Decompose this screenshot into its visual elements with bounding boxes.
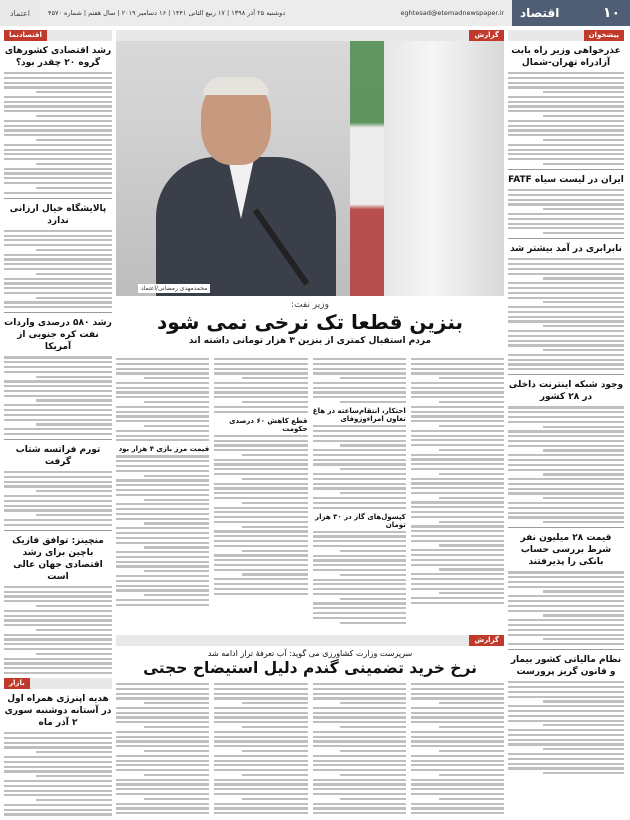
tag-bar (4, 678, 112, 689)
article-body (508, 406, 624, 523)
page-number: ۱۰ (602, 5, 620, 21)
article-headline[interactable]: منچینز: توافق فازیک باچین برای رشد اقتصادی جهان عالی است (12, 535, 104, 582)
article-body (4, 471, 112, 526)
article-headline[interactable]: تورم فراتسه شتاب گرفت (15, 445, 101, 468)
divider (508, 649, 624, 650)
dateline-strip (40, 0, 512, 26)
article-headline[interactable]: پالایشگاه خیال ارزانی ندارد (9, 203, 107, 226)
article-headline[interactable]: ایران در لیست سیاه FATF (508, 175, 624, 186)
section-tag: گزارش (469, 30, 504, 41)
article-headline[interactable]: نظام مالیاتی کشور بیمار و قانون گریز پرورست (510, 655, 622, 678)
text-column (214, 358, 307, 633)
text-column (313, 358, 406, 633)
photo-credit: محمدمهدی رمضانی/اعتماد (138, 284, 210, 293)
tag-bar (4, 30, 112, 41)
article-body (4, 356, 112, 435)
flag (350, 41, 384, 296)
tag-bar (508, 30, 624, 41)
article-body (508, 681, 624, 774)
center-column (116, 30, 504, 816)
tag-bar (116, 30, 504, 41)
second-story-body (116, 683, 504, 816)
speaker-figure (156, 77, 326, 296)
masthead (0, 0, 630, 26)
inline-subhead: قطع کاهش ۶۰ درصدی حکومت (229, 416, 308, 433)
inline-subhead: کپسول‌های گاز در ۳۰ هزار تومان (315, 512, 406, 529)
second-kicker: سرپرست وزارت کشاورزی می گوید: آب تعرفهٔ تراز ادامه شد (207, 649, 413, 658)
article-body (508, 189, 624, 234)
article-headline[interactable]: هدیه اپنرژی همراه اول در آستانه دوشنبه سوری ۲ آذر ماه (4, 694, 112, 729)
second-story (116, 635, 504, 816)
section-title: اقتصاد (520, 6, 560, 20)
lead-story-header (116, 300, 504, 346)
article-body (508, 258, 624, 370)
article-headline[interactable]: عذرخواهی وزیر راه بابت آزادراه تهران-شمال (511, 46, 621, 68)
dateline: دوشنبه ۲۵ آذر ۱۳۹۸ | ۱۷ ربیع الثانی ۱۴۴۱ | ۱۶ دسامبر ۲۰۱۹ | سال هفتم | شماره ۴۵۷۰ (48, 9, 286, 17)
divider (508, 527, 624, 528)
divider (508, 169, 624, 170)
curtain (384, 41, 504, 296)
article-body (4, 230, 112, 309)
inline-subhead: قیمت مرز بازی ۴ هزار بود (118, 445, 210, 454)
text-column (411, 358, 504, 633)
article-headline[interactable]: قیمت ۲۸ میلیون نفر شرط بررسی حساب بانکی را پذیرفتند (520, 533, 612, 568)
divider (4, 312, 112, 313)
text-column (116, 358, 209, 633)
right-column (508, 30, 624, 816)
article-headline[interactable]: رشد ۵۸۰ درصدی واردات نفت کره جنوبی از آمریکا (4, 318, 112, 353)
divider (4, 198, 112, 199)
article-headline[interactable]: نابرابری در آمد بیشتر شد (510, 244, 622, 255)
article-headline[interactable]: رشد اقتصادی کشورهای گروه ۲۰ چقدر بود؟ (4, 46, 112, 68)
minister-photo (116, 41, 504, 296)
section-tag: اقتصادنما (4, 30, 47, 41)
lead-subheadline: مردم استقبال کمتری از بنزین ۳ هزار تومانی داشته اند (188, 336, 432, 346)
article-body (4, 732, 112, 816)
lead-headline[interactable]: بنزین قطعا تک نرخی نمی شود (156, 310, 464, 334)
second-headline[interactable]: نرخ خرید تضمینی گندم دلیل استیضاح حجتی (143, 659, 477, 677)
kicker: وزیر نفت: (291, 300, 329, 310)
section-tag: پیشخوان (584, 30, 624, 41)
article-body (508, 72, 624, 165)
section-tag: بازار (4, 678, 30, 689)
inline-subhead: احتکار، انتقام‌ساعته در هاغ‌ تعاون امراءوزوفای (312, 407, 406, 424)
divider (508, 374, 624, 375)
newspaper-logo: اعتماد (0, 0, 40, 26)
section-header (512, 0, 630, 26)
article-body (4, 72, 112, 194)
section-email[interactable]: eghtesad@etemadnewspaper.ir (400, 9, 504, 17)
divider (4, 439, 112, 440)
article-body (4, 586, 112, 674)
divider (508, 238, 624, 239)
article-headline[interactable]: وجود شبکه اینترنت داخلی در ۲۸ کشور (508, 380, 624, 403)
lead-story-body (116, 358, 504, 633)
divider (4, 530, 112, 531)
tag-bar (116, 635, 504, 646)
left-column (4, 30, 112, 816)
section-tag: گزارش (469, 635, 504, 646)
article-body (508, 571, 624, 645)
